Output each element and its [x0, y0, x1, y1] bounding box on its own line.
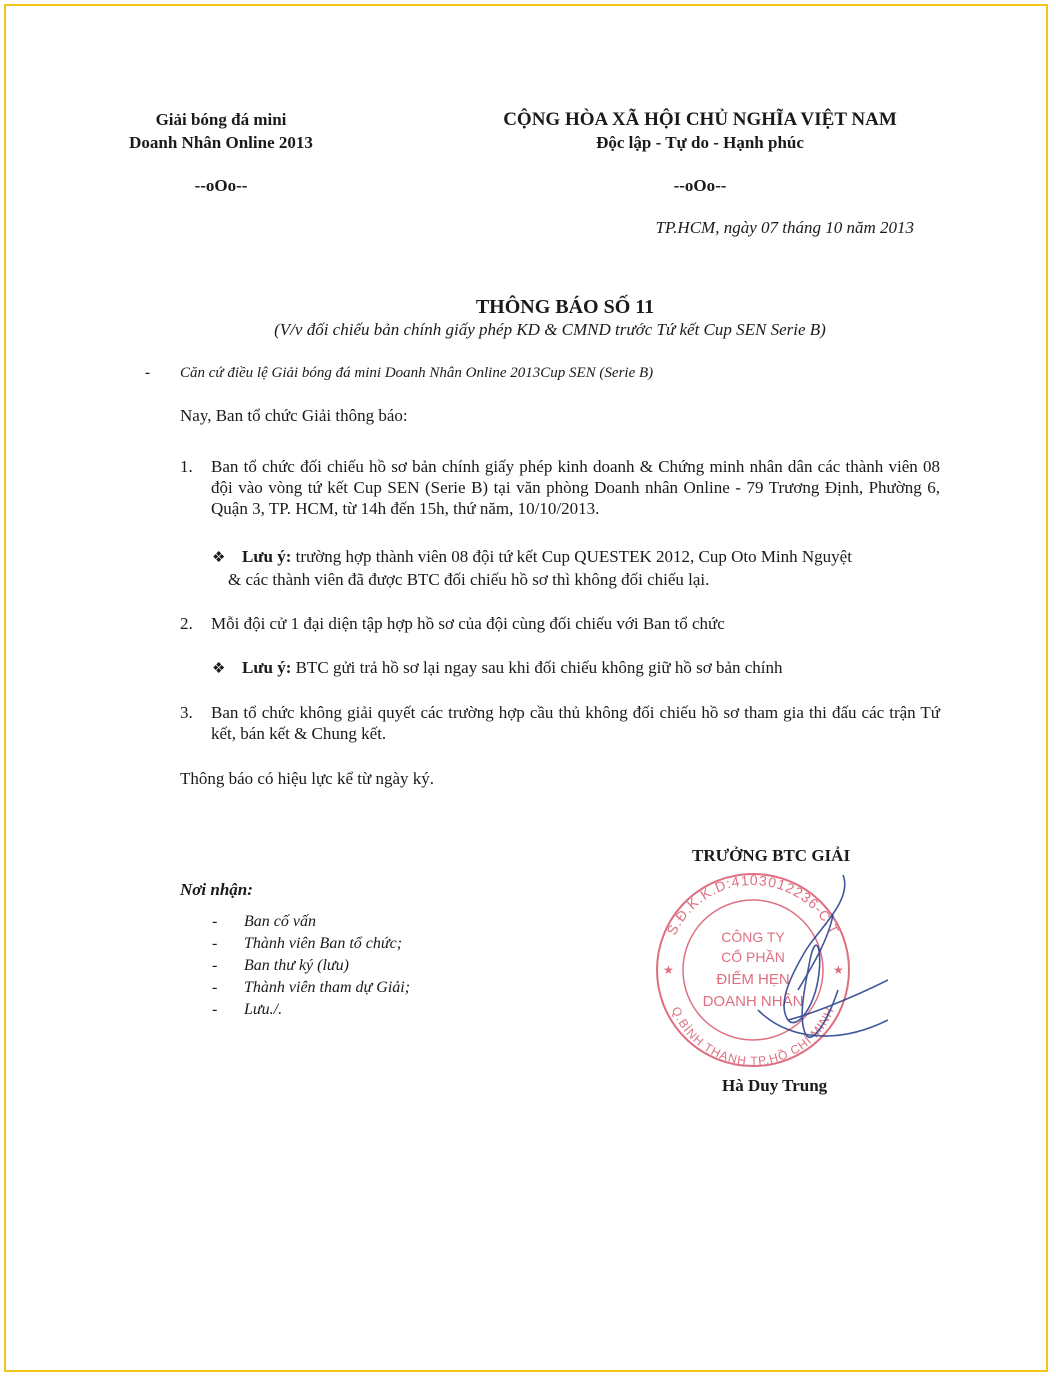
- stamp-line-4: DOANH NHÂN: [702, 993, 804, 1010]
- stamp-line-1: CÔNG TY: [721, 929, 785, 945]
- note-text: BTC gửi trả hồ sơ lại ngay sau khi đối chiếu không giữ hồ sơ bản chính: [291, 658, 783, 677]
- list-item: [180, 456, 940, 519]
- national-motto: Độc lập - Tự do - Hạnh phúc: [596, 133, 804, 152]
- organizer-deco: --oOo--: [194, 176, 248, 195]
- item-number: 3.: [180, 703, 193, 722]
- stamp-seal-icon: [638, 870, 888, 1070]
- legal-basis: [145, 365, 653, 382]
- diamond-bullet-icon: ❖: [212, 550, 226, 566]
- basis-text: Căn cứ điều lệ Giải bóng đá mini Doanh Nhân Online 2013Cup SEN (Serie B): [180, 365, 654, 381]
- recipients-list: [212, 911, 410, 1021]
- recipients-title: Nơi nhận:: [180, 880, 253, 899]
- page-border: [4, 4, 1048, 1372]
- signer-title: TRƯỞNG BTC GIẢI: [692, 846, 851, 865]
- note-continuation: & các thành viên đã được BTC đối chiếu hồ sơ thì không đối chiếu lại.: [228, 570, 710, 589]
- list-item: - Lưu./.: [212, 1001, 283, 1018]
- item-number: 2.: [180, 614, 193, 633]
- notice-subtitle: (V/v đối chiếu bản chính giấy phép KD & CMND trước Tứ kết Cup SEN Serie B): [274, 320, 826, 339]
- list-item: - Ban thư ký (lưu): [212, 957, 349, 974]
- company-stamp: [638, 870, 888, 1075]
- national-title: CỘNG HÒA XÃ HỘI CHỦ NGHĨA VIỆT NAM: [503, 109, 897, 130]
- item-number: 1.: [180, 457, 193, 476]
- stamp-ring-top: S.Đ.K.K.D:4103012236-C.T: [663, 871, 843, 938]
- list-item: [180, 613, 940, 634]
- stamp-line-2: CỔ PHẦN: [721, 949, 785, 965]
- effect-statement: Thông báo có hiệu lực kể từ ngày ký.: [180, 769, 435, 788]
- list-item: - Thành viên Ban tổ chức;: [212, 935, 403, 952]
- organizer-line-2: Doanh Nhân Online 2013: [129, 133, 313, 152]
- national-deco: --oOo--: [673, 176, 727, 195]
- organizer-block: [96, 108, 346, 197]
- note-text: trường hợp thành viên 08 đội tứ kết Cup QUESTEK 2012, Cup Oto Minh Nguyệt: [291, 547, 852, 566]
- note: [212, 657, 952, 680]
- svg-text:S.Đ.K.K.D:4103012236-C.T: [663, 872, 842, 937]
- item-text: Ban tổ chức không giải quyết các trường hợp cầu thủ không đối chiếu hồ sơ tham gia thi đấu các trận Tứ kết, bán kết & Chung kết.: [211, 703, 940, 743]
- stamp-ring-bottom: Q.BÌNH THẠNH TP.HỒ CHÍ MINH: [668, 1004, 838, 1069]
- basis-dash: -: [145, 365, 150, 381]
- item-text: Ban tổ chức đối chiếu hồ sơ bản chính giấy phép kinh doanh & Chứng minh nhân dân các thành viên 08 đội vào vòng tứ kết Cup SEN (Serie B) tại văn phòng Doanh nhân Online - 79 Trương Định, Phường 6, Quận 3, TP. HCM, từ 14h đến 15h, thứ năm, 10/10/2013.: [211, 457, 940, 518]
- organizer-line-1: Giải bóng đá mini: [155, 110, 287, 129]
- stamp-line-3: ĐIỂM HẸN: [716, 971, 790, 988]
- notice-title: THÔNG BÁO SỐ 11: [475, 296, 655, 318]
- item-text: Mỗi đội cử 1 đại diện tập hợp hồ sơ của đội cùng đối chiếu với Ban tổ chức: [211, 614, 725, 633]
- signer-name: Hà Duy Trung: [722, 1076, 828, 1095]
- svg-text:★: ★: [663, 963, 674, 977]
- national-motto-block: [470, 108, 930, 197]
- date-line: TP.HCM, ngày 07 tháng 10 năm 2013: [655, 218, 914, 237]
- diamond-bullet-icon: ❖: [212, 661, 226, 677]
- list-item: - Thành viên tham dự Giải;: [212, 979, 411, 996]
- note-label: Lưu ý:: [242, 547, 292, 566]
- note-label: Lưu ý:: [242, 658, 292, 677]
- note: [212, 546, 952, 590]
- svg-text:★: ★: [833, 963, 844, 977]
- list-item: - Ban cố vấn: [212, 913, 316, 930]
- list-item: [180, 702, 940, 744]
- intro-text: Nay, Ban tổ chức Giải thông báo:: [180, 406, 408, 425]
